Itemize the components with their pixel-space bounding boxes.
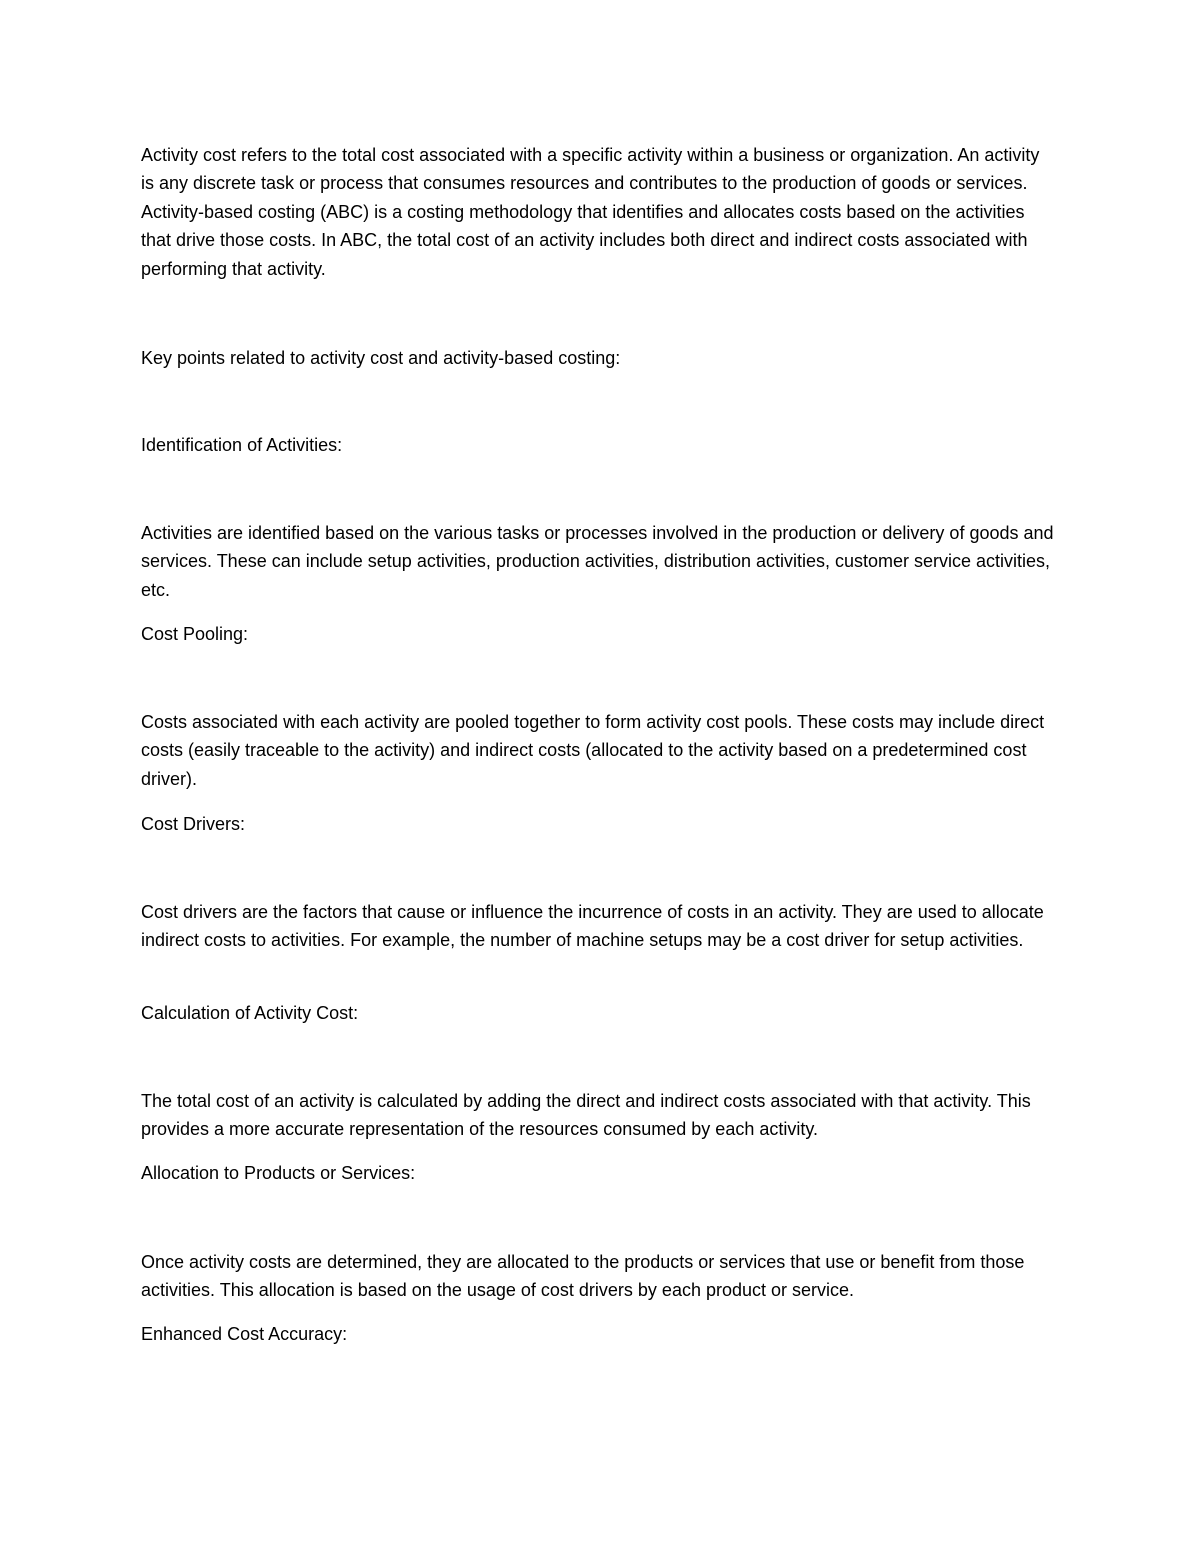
section-body-cost-pooling: Costs associated with each activity are pooled together to form activity cost pools. These costs may include direct costs (easily traceable to the activity) and indirect costs (allocated to the activity based on a predetermined cost driver). (141, 712, 1045, 789)
section-heading-calculation: Calculation of Activity Cost: (141, 1003, 359, 1023)
section-body-calculation: The total cost of an activity is calculated by adding the direct and indirect costs associated with that activity. This provides a more accurate representation of the resources consumed by each activity. (141, 1091, 1031, 1140)
intro-paragraph: Activity cost refers to the total cost associated with a specific activity within a business or organization. An activity is any discrete task or process that consumes resources and contributes to the production of goods or services. Activity-based costing (ABC) is a costing methodology that identifies and allocates costs based on the activities that drive those costs. In ABC, the total cost of an activity includes both direct and indirect costs associated with performing that activity. (141, 145, 1040, 279)
section-heading-cost-drivers: Cost Drivers: (141, 814, 246, 834)
section-heading-allocation: Allocation to Products or Services: (141, 1163, 416, 1183)
section-heading-enhanced-accuracy: Enhanced Cost Accuracy: (141, 1324, 348, 1344)
section-heading-identification: Identification of Activities: (141, 435, 343, 455)
key-points-heading: Key points related to activity cost and activity-based costing: (141, 348, 621, 368)
section-body-allocation: Once activity costs are determined, they are allocated to the products or services that use or benefit from those activities. This allocation is based on the usage of cost drivers by each product or service. (141, 1252, 1025, 1301)
section-body-identification: Activities are identified based on the various tasks or processes involved in the production or delivery of goods and services. These can include setup activities, production activities, distribution activities, customer service activities, etc. (141, 523, 1054, 600)
section-heading-cost-pooling: Cost Pooling: (141, 624, 249, 644)
section-body-cost-drivers: Cost drivers are the factors that cause or influence the incurrence of costs in an activity. They are used to allocate indirect costs to activities. For example, the number of machine setups may be a cost driver for setup activities. (141, 902, 1044, 951)
